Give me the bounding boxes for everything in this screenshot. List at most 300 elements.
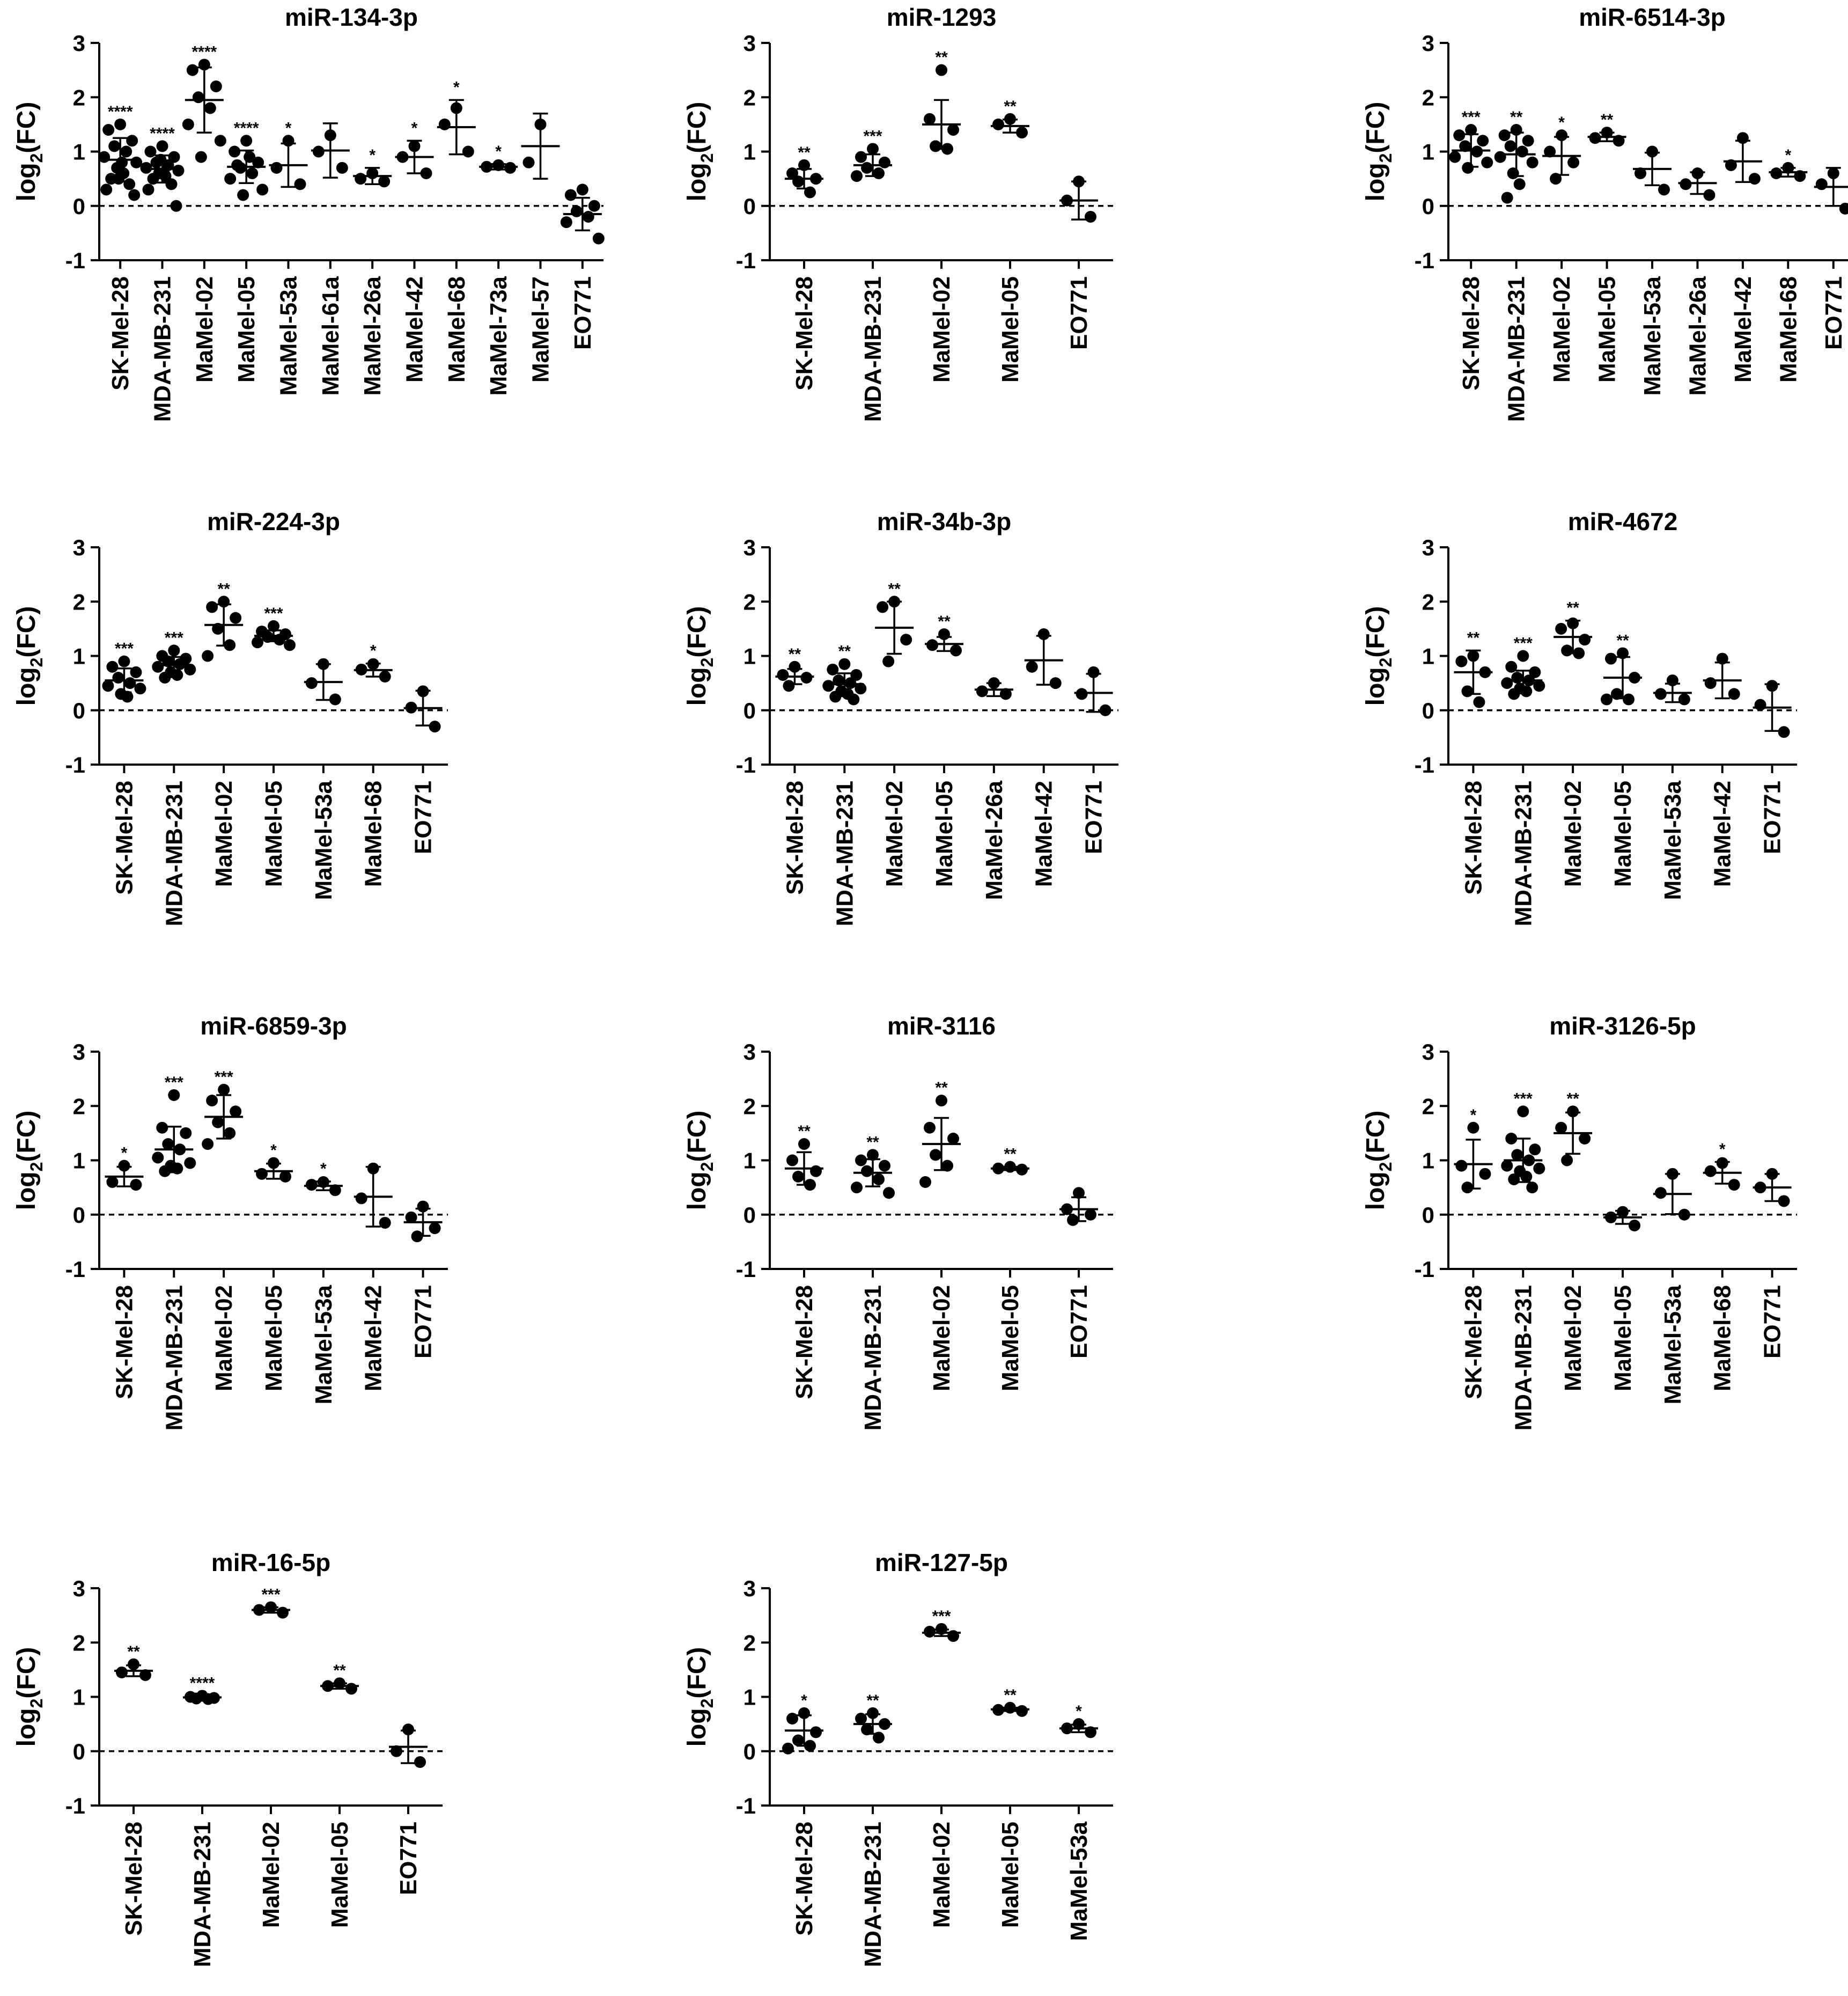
- y-axis-label-fc: (FC): [12, 1647, 41, 1699]
- data-point: [1533, 680, 1545, 692]
- category-group: [1724, 132, 1762, 185]
- significance-label: **: [217, 580, 230, 598]
- y-tick-label: 0: [1422, 1202, 1434, 1228]
- significance-label: *: [1558, 114, 1565, 132]
- x-tick-label: MaMel-68: [360, 781, 387, 887]
- x-tick-label: MDA-MB-231: [1510, 781, 1537, 927]
- significance-label: **: [127, 1642, 140, 1661]
- data-point: [783, 680, 794, 692]
- data-point: [1728, 1179, 1740, 1191]
- x-tick-label: MaMel-26a: [981, 781, 1007, 900]
- y-tick-label: 0: [72, 698, 85, 723]
- x-tick-label: MaMel-02: [211, 781, 238, 887]
- category-group: [252, 1586, 290, 1618]
- category-group: [254, 1142, 293, 1183]
- data-point: [1067, 1214, 1079, 1226]
- significance-label: ***: [261, 1586, 281, 1604]
- data-point: [130, 666, 142, 678]
- x-tick-label: MaMel-53a: [1659, 1285, 1686, 1405]
- data-point: [212, 1117, 224, 1128]
- data-point: [1605, 653, 1617, 665]
- category-group: [1554, 1090, 1592, 1166]
- y-tick-label: 3: [743, 1576, 756, 1601]
- x-tick-label: MDA-MB-231: [149, 276, 176, 422]
- data-point: [861, 1165, 873, 1177]
- data-point: [421, 167, 432, 179]
- category-group: [353, 146, 392, 187]
- category-group: [1449, 108, 1493, 174]
- y-tick-label: 3: [1422, 535, 1434, 560]
- y-tick-label: 2: [72, 1630, 85, 1656]
- data-point: [926, 639, 938, 651]
- x-tick-label: EO771: [410, 781, 437, 854]
- x-tick-label: SK-Mel-28: [782, 781, 808, 895]
- data-point: [277, 1607, 289, 1619]
- data-point: [462, 146, 474, 158]
- chart-panel-6: [1361, 508, 1797, 926]
- category-group: [479, 143, 518, 174]
- y-axis-label-subscript: 2: [697, 1698, 717, 1708]
- data-point: [1561, 1155, 1573, 1166]
- data-point: [919, 1176, 931, 1188]
- data-point: [1522, 135, 1534, 146]
- data-point: [159, 1165, 171, 1177]
- y-axis-label-subscript: 2: [1376, 153, 1395, 163]
- data-point: [174, 658, 186, 670]
- x-tick-label: MaMel-42: [1709, 781, 1736, 887]
- y-axis-label: [12, 606, 46, 706]
- y-tick-label: 1: [1422, 643, 1434, 669]
- significance-label: **: [866, 1133, 879, 1151]
- data-point: [786, 1713, 798, 1725]
- x-tick-label: MaMel-53a: [310, 781, 337, 900]
- y-axis-label-fc: (FC): [12, 1110, 41, 1162]
- chart-title: miR-34b-3p: [877, 508, 1012, 535]
- data-point: [1453, 129, 1465, 141]
- x-tick-label: SK-Mel-28: [107, 276, 134, 391]
- data-point: [1705, 677, 1717, 689]
- data-point: [1501, 677, 1513, 689]
- category-group: [304, 658, 343, 706]
- category-group: [354, 1163, 393, 1229]
- y-axis-label-fc: (FC): [683, 101, 711, 153]
- x-tick-label: EO771: [410, 1285, 437, 1359]
- chart-panel-11: [683, 1549, 1113, 1967]
- data-point: [565, 189, 577, 201]
- x-tick-label: MaMel-42: [401, 276, 428, 383]
- y-tick-label: 1: [72, 643, 85, 669]
- x-tick-label: MaMel-05: [1610, 1285, 1636, 1392]
- significance-label: **: [1467, 629, 1480, 647]
- category-group: [152, 1074, 196, 1177]
- category-group: [1494, 108, 1538, 204]
- y-tick-label: 3: [743, 31, 756, 56]
- category-group: [919, 1079, 961, 1188]
- x-tick-label: MaMel-02: [191, 276, 218, 383]
- x-tick-label: MaMel-53a: [1639, 276, 1666, 396]
- category-group: [1633, 146, 1672, 196]
- category-group: [320, 1662, 359, 1694]
- y-tick-label: 2: [1422, 589, 1434, 615]
- x-tick-label: MaMel-53a: [310, 1285, 337, 1405]
- significance-label: ****: [192, 43, 217, 61]
- x-tick-label: SK-Mel-28: [1460, 781, 1487, 895]
- data-point: [202, 650, 213, 662]
- y-tick-label: -1: [1414, 1257, 1434, 1282]
- y-tick-label: 0: [743, 1202, 756, 1228]
- data-point: [1816, 178, 1828, 190]
- x-tick-label: MaMel-05: [997, 1285, 1024, 1392]
- significance-label: *: [453, 78, 460, 97]
- x-tick-label: MaMel-42: [1729, 276, 1756, 383]
- significance-label: **: [1566, 599, 1579, 617]
- y-tick-label: 0: [72, 1738, 85, 1764]
- y-axis-label: [1361, 606, 1395, 706]
- data-point: [879, 1160, 890, 1172]
- significance-label: ***: [1513, 1090, 1533, 1108]
- category-group: [875, 580, 914, 667]
- data-point: [204, 102, 216, 114]
- x-tick-label: MaMel-05: [327, 1822, 353, 1928]
- data-point: [106, 661, 118, 673]
- data-point: [98, 151, 110, 163]
- category-group: [183, 1674, 222, 1705]
- data-point: [1629, 1220, 1640, 1231]
- significance-label: **: [888, 580, 901, 598]
- category-group: [404, 1201, 443, 1243]
- data-point: [1529, 1143, 1541, 1155]
- data-point: [1561, 644, 1573, 656]
- data-point: [1839, 203, 1848, 215]
- y-tick-label: 2: [743, 85, 756, 111]
- y-axis-label-log: log: [1361, 667, 1390, 706]
- data-point: [583, 211, 594, 223]
- data-point: [561, 216, 572, 228]
- y-tick-label: 3: [72, 31, 85, 56]
- significance-label: *: [320, 1160, 327, 1178]
- y-axis-label-log: log: [1361, 163, 1390, 202]
- x-tick-label: SK-Mel-28: [1460, 1285, 1487, 1399]
- y-tick-label: -1: [65, 1257, 85, 1282]
- data-point: [861, 162, 873, 174]
- data-point: [1755, 699, 1766, 711]
- data-point: [106, 1176, 118, 1188]
- chart-title: miR-224-3p: [207, 508, 340, 535]
- data-point: [206, 601, 218, 613]
- category-group: [925, 613, 963, 656]
- x-tick-label: MaMel-53a: [275, 276, 302, 396]
- data-point: [1085, 1209, 1096, 1221]
- category-group: [252, 605, 296, 651]
- category-group: [354, 642, 393, 683]
- data-point: [1658, 184, 1670, 195]
- data-point: [1601, 694, 1613, 706]
- category-group: [991, 1686, 1029, 1717]
- significance-label: **: [1566, 1090, 1579, 1108]
- data-point: [1481, 157, 1493, 168]
- data-point: [202, 1138, 213, 1150]
- significance-label: **: [1004, 97, 1017, 115]
- y-axis-label-fc: (FC): [683, 606, 711, 658]
- y-axis-label-fc: (FC): [1361, 1110, 1390, 1162]
- data-point: [1770, 167, 1782, 179]
- data-point: [429, 721, 441, 732]
- category-group: [304, 1160, 343, 1196]
- data-point: [1477, 135, 1489, 146]
- category-group: [1653, 1168, 1692, 1221]
- y-tick-label: -1: [1414, 248, 1434, 273]
- x-tick-label: MaMel-26a: [359, 276, 386, 396]
- category-group: [269, 119, 308, 190]
- significance-label: **: [1600, 111, 1614, 129]
- category-group: [404, 685, 443, 732]
- y-tick-label: -1: [65, 752, 85, 777]
- x-tick-label: MaMel-05: [931, 781, 958, 887]
- y-axis-label-subscript: 2: [697, 657, 717, 667]
- category-group: [1074, 666, 1113, 716]
- y-axis-label: [12, 102, 46, 202]
- y-tick-label: 2: [743, 589, 756, 615]
- data-point: [1461, 685, 1473, 697]
- data-point: [306, 1179, 318, 1191]
- y-axis-label-log: log: [12, 1171, 41, 1210]
- y-tick-label: 3: [743, 535, 756, 560]
- x-tick-label: MaMel-02: [211, 1285, 238, 1392]
- y-tick-label: 0: [743, 1738, 756, 1764]
- data-point: [1655, 1187, 1667, 1199]
- x-tick-label: SK-Mel-28: [1458, 276, 1485, 391]
- data-point: [924, 1626, 936, 1638]
- y-tick-label: 0: [1422, 698, 1434, 723]
- data-point: [1471, 146, 1483, 158]
- data-point: [256, 184, 268, 195]
- significance-label: **: [935, 1079, 948, 1097]
- y-axis-label-fc: (FC): [1361, 606, 1390, 658]
- y-tick-label: 0: [743, 193, 756, 219]
- data-point: [145, 146, 157, 158]
- data-point: [356, 1192, 367, 1204]
- data-point: [1016, 127, 1028, 138]
- y-tick-label: 3: [72, 535, 85, 560]
- chart-panel-4: [12, 508, 448, 926]
- x-tick-label: MaMel-02: [1560, 781, 1587, 887]
- y-tick-label: -1: [735, 1257, 756, 1282]
- y-axis-label-log: log: [683, 667, 711, 706]
- x-tick-label: MaMel-26a: [1684, 276, 1711, 396]
- chart-title: miR-3126-5p: [1549, 1012, 1696, 1040]
- y-tick-label: -1: [65, 1793, 85, 1818]
- x-tick-label: MDA-MB-231: [161, 781, 188, 927]
- chart-title: miR-6859-3p: [200, 1012, 347, 1040]
- data-point: [1579, 634, 1591, 645]
- significance-label: *: [495, 142, 502, 160]
- y-tick-label: -1: [735, 1793, 756, 1818]
- category-group: [224, 119, 268, 201]
- data-point: [777, 669, 789, 681]
- x-tick-label: SK-Mel-28: [791, 1285, 818, 1399]
- y-tick-label: 3: [1422, 31, 1434, 56]
- data-point: [924, 1122, 936, 1134]
- x-tick-label: MaMel-05: [1610, 781, 1636, 887]
- y-axis-label-subscript: 2: [697, 1162, 717, 1172]
- category-group: [782, 1692, 823, 1755]
- data-point: [1449, 151, 1461, 163]
- data-point: [1705, 1165, 1717, 1177]
- x-tick-label: EO771: [1820, 276, 1847, 350]
- significance-label: ****: [150, 124, 175, 143]
- data-point: [224, 1127, 235, 1139]
- data-point: [345, 1683, 357, 1694]
- y-tick-label: 0: [72, 1202, 85, 1228]
- data-point: [1479, 1168, 1491, 1180]
- data-point: [1527, 157, 1538, 168]
- chart-panel-9: [1361, 1012, 1797, 1430]
- chart-title: miR-1293: [886, 3, 997, 31]
- y-axis-label-subscript: 2: [1376, 1162, 1395, 1172]
- x-tick-label: MDA-MB-231: [189, 1822, 216, 1968]
- data-point: [124, 677, 136, 689]
- y-tick-label: 0: [72, 193, 85, 219]
- x-tick-label: MaMel-68: [1775, 276, 1802, 383]
- data-point: [229, 146, 240, 158]
- y-axis-label: [683, 1111, 717, 1210]
- significance-label: **: [838, 642, 851, 661]
- x-tick-label: EO771: [1066, 276, 1092, 350]
- category-group: [1454, 1106, 1492, 1193]
- data-point: [1505, 140, 1516, 152]
- y-axis-label: [1361, 1111, 1395, 1210]
- category-group: [851, 127, 892, 182]
- data-point: [166, 178, 178, 190]
- data-point: [134, 683, 146, 694]
- category-group: [785, 1122, 823, 1191]
- data-point: [855, 1713, 867, 1725]
- data-point: [1499, 129, 1511, 141]
- data-point: [378, 175, 390, 187]
- data-point: [810, 1165, 822, 1177]
- x-tick-label: EO771: [395, 1822, 422, 1895]
- significance-label: *: [1076, 1703, 1082, 1721]
- data-point: [879, 157, 890, 168]
- data-point: [1579, 1133, 1591, 1144]
- data-point: [230, 612, 241, 624]
- data-point: [1516, 146, 1528, 158]
- data-point: [429, 1222, 441, 1234]
- data-point: [112, 672, 124, 684]
- data-point: [379, 671, 391, 683]
- data-point: [102, 680, 114, 692]
- category-group: [561, 184, 605, 244]
- significance-label: *: [801, 1691, 807, 1709]
- category-group: [1603, 1206, 1642, 1231]
- y-tick-label: 1: [743, 139, 756, 165]
- x-tick-label: MaMel-42: [1030, 781, 1057, 887]
- y-axis-label-fc: (FC): [1361, 101, 1390, 153]
- x-tick-label: EO771: [1759, 781, 1786, 854]
- category-group: [1588, 111, 1626, 146]
- data-point: [182, 119, 194, 130]
- category-group: [991, 98, 1029, 138]
- category-group: [1542, 114, 1581, 185]
- category-group: [975, 677, 1013, 700]
- y-tick-label: 2: [72, 85, 85, 111]
- y-axis-label-log: log: [12, 1708, 41, 1747]
- data-point: [1680, 178, 1691, 190]
- y-axis-label-log: log: [683, 163, 711, 202]
- y-axis-label-subscript: 2: [27, 153, 46, 163]
- data-point: [882, 656, 894, 667]
- data-point: [947, 1133, 959, 1144]
- data-point: [855, 1155, 867, 1166]
- y-tick-label: 0: [743, 698, 756, 723]
- x-tick-label: MaMel-05: [997, 276, 1024, 383]
- significance-label: *: [285, 119, 292, 137]
- data-point: [123, 178, 135, 190]
- data-point: [1050, 677, 1062, 689]
- chart-title: miR-127-5p: [875, 1549, 1008, 1576]
- data-point: [593, 233, 605, 245]
- category-group: [521, 114, 560, 179]
- y-axis-label-subscript: 2: [27, 1162, 46, 1172]
- significance-label: ***: [1513, 634, 1533, 652]
- y-axis-label: [12, 1111, 46, 1210]
- category-group: [853, 1692, 892, 1744]
- category-group: [822, 643, 866, 706]
- significance-label: ****: [189, 1674, 215, 1692]
- significance-label: **: [1004, 1145, 1017, 1163]
- data-point: [1555, 623, 1567, 635]
- category-group: [1703, 1141, 1742, 1191]
- chart-panel-8: [683, 1012, 1113, 1430]
- chart-panel-5: [683, 508, 1118, 926]
- data-point: [992, 119, 1004, 130]
- category-group: [182, 43, 226, 163]
- data-point: [271, 162, 283, 174]
- significance-label: **: [788, 645, 801, 663]
- y-tick-label: 1: [72, 1148, 85, 1173]
- significance-label: *: [369, 146, 376, 164]
- data-point: [162, 1138, 174, 1150]
- data-point: [1455, 1160, 1467, 1172]
- data-point: [108, 140, 120, 152]
- category-group: [1769, 146, 1807, 182]
- y-tick-label: 1: [1422, 1148, 1434, 1173]
- y-axis-label-subscript: 2: [697, 153, 717, 163]
- data-point: [329, 694, 341, 706]
- y-tick-label: 1: [743, 1148, 756, 1173]
- chart-panel-7: [12, 1012, 448, 1430]
- y-axis-label-fc: (FC): [12, 101, 41, 153]
- data-point: [1678, 1209, 1690, 1221]
- x-tick-label: MDA-MB-231: [1510, 1285, 1537, 1431]
- data-point: [116, 157, 128, 168]
- x-tick-label: MaMel-02: [929, 276, 955, 383]
- x-tick-label: MaMel-02: [881, 781, 908, 887]
- x-tick-label: SK-Mel-28: [791, 1822, 818, 1936]
- x-tick-label: EO771: [1759, 1285, 1786, 1359]
- chart-panel-10: [12, 1549, 443, 1967]
- data-point: [414, 1756, 426, 1768]
- data-point: [439, 119, 451, 130]
- data-point: [1016, 1164, 1028, 1176]
- category-group: [1653, 674, 1692, 705]
- y-tick-label: 2: [743, 1094, 756, 1119]
- x-tick-label: MDA-MB-231: [1503, 276, 1530, 422]
- category-group: [922, 49, 961, 155]
- y-axis-label-subscript: 2: [27, 1698, 46, 1708]
- category-group: [202, 580, 243, 662]
- data-point: [379, 1217, 391, 1229]
